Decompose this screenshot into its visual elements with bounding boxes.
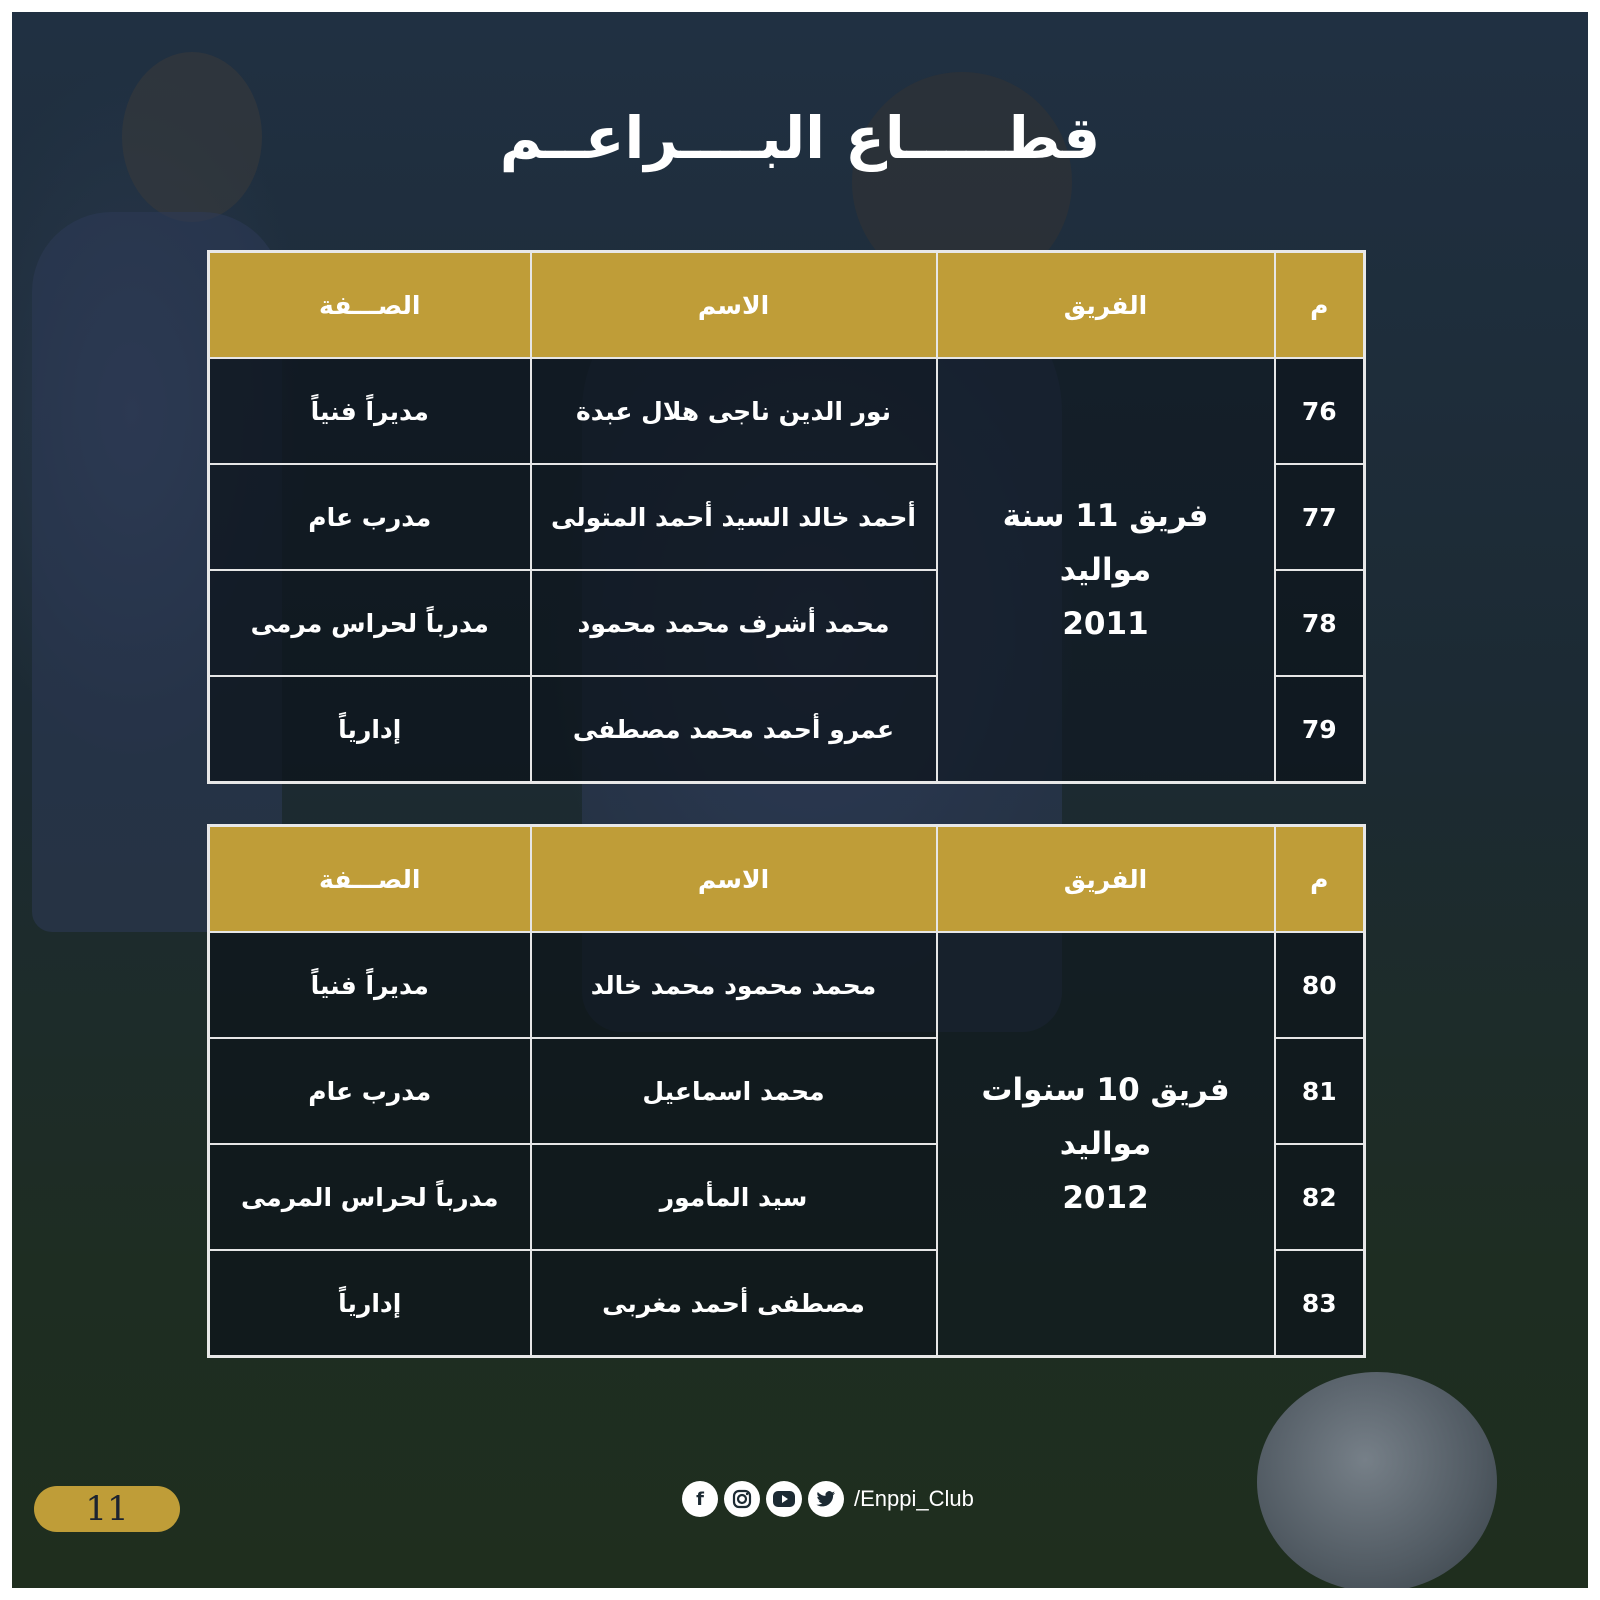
header-role: الصـــفة	[209, 252, 531, 359]
row-role: مدرباً لحراس مرمى	[209, 570, 531, 676]
row-name: مصطفى أحمد مغربى	[531, 1250, 937, 1357]
row-num: 81	[1275, 1038, 1365, 1144]
row-role: إدارياً	[209, 1250, 531, 1357]
roster-table-2011	[207, 250, 1366, 784]
table-row	[209, 932, 1365, 1038]
roster-table-2012	[207, 824, 1366, 1358]
facebook-icon[interactable]: f	[682, 1481, 718, 1517]
row-name: محمد أشرف محمد محمود	[531, 570, 937, 676]
header-name: الاسم	[531, 252, 937, 359]
header-team: الفريق	[937, 252, 1275, 359]
team-cell	[937, 932, 1275, 1357]
page-canvas	[12, 12, 1588, 1588]
row-num: 83	[1275, 1250, 1365, 1357]
team-label: فريق 10 سنوات	[981, 1072, 1230, 1108]
row-role: مدرباً لحراس المرمى	[209, 1144, 531, 1250]
table-row	[209, 358, 1365, 464]
row-num: 77	[1275, 464, 1365, 570]
row-name: عمرو أحمد محمد مصطفى	[531, 676, 937, 783]
header-name: الاسم	[531, 826, 937, 933]
row-name: أحمد خالد السيد أحمد المتولى	[531, 464, 937, 570]
social-handle[interactable]: /Enppi_Club	[854, 1486, 974, 1511]
page-number-badge: 11	[34, 1486, 180, 1532]
header-num: م	[1275, 252, 1365, 359]
team-birth-label: مواليد	[1059, 1126, 1152, 1162]
row-name: سيد المأمور	[531, 1144, 937, 1250]
row-role: إدارياً	[209, 676, 531, 783]
table-header-row	[209, 826, 1365, 933]
header-num: م	[1275, 826, 1365, 933]
row-name: محمد محمود محمد خالد	[531, 932, 937, 1038]
team-label: فريق 11 سنة	[1002, 498, 1209, 534]
row-num: 79	[1275, 676, 1365, 783]
team-birth-label: مواليد	[1059, 552, 1152, 588]
social-links	[682, 1479, 974, 1519]
header-role: الصـــفة	[209, 826, 531, 933]
row-role: مديراً فنياً	[209, 932, 531, 1038]
row-num: 80	[1275, 932, 1365, 1038]
team-birth-year: 2012	[1062, 1180, 1149, 1216]
instagram-icon[interactable]	[724, 1481, 760, 1517]
row-num: 78	[1275, 570, 1365, 676]
youtube-icon[interactable]	[766, 1481, 802, 1517]
row-name: محمد اسماعيل	[531, 1038, 937, 1144]
row-role: مدرب عام	[209, 1038, 531, 1144]
team-cell	[937, 358, 1275, 783]
row-num: 82	[1275, 1144, 1365, 1250]
page-title: قطـــــاع البــــراعــم	[499, 104, 1101, 172]
row-role: مديراً فنياً	[209, 358, 531, 464]
background-football	[1257, 1372, 1497, 1588]
row-name: نور الدين ناجى هلال عبدة	[531, 358, 937, 464]
row-num: 76	[1275, 358, 1365, 464]
team-birth-year: 2011	[1062, 606, 1149, 642]
row-role: مدرب عام	[209, 464, 531, 570]
header-team: الفريق	[937, 826, 1275, 933]
twitter-icon[interactable]	[808, 1481, 844, 1517]
table-header-row	[209, 252, 1365, 359]
